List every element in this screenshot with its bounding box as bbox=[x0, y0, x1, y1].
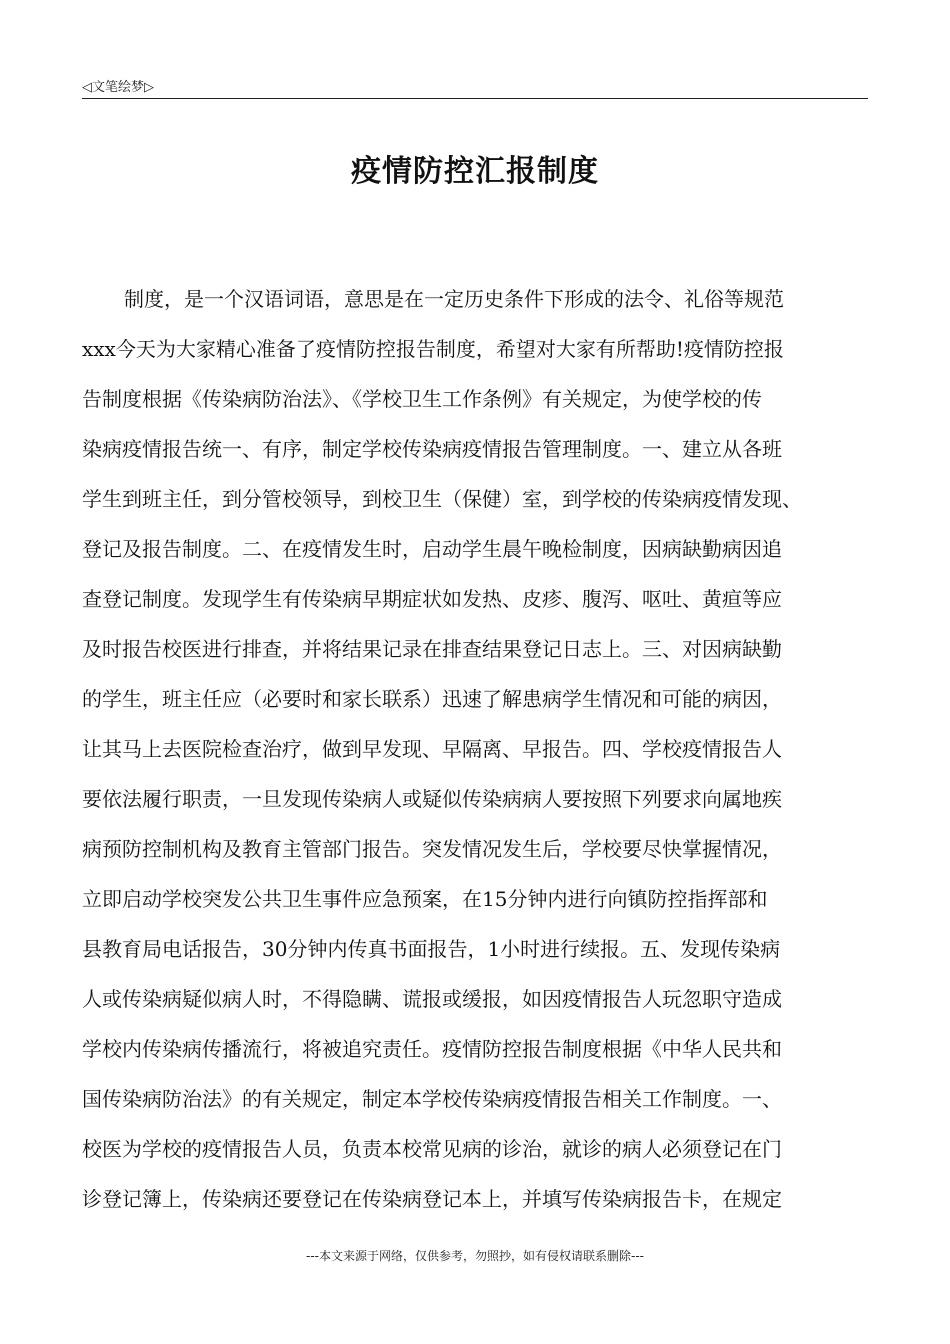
body-line: 学生到班主任，到分管校领导，到校卫生（保健）室，到学校的传染病疫情发现、 bbox=[82, 487, 802, 511]
body-line: 病预防控制机构及教育主管部门报告。突发情况发生后，学校要尽快掌握情况， bbox=[82, 837, 782, 861]
body-line: 学校内传染病传播流行，将被追究责任。疫情防控报告制度根据《中华人民共和 bbox=[82, 1037, 782, 1061]
body-line: 告制度根据《传染病防治法》、《学校卫生工作条例》有关规定，为使学校的传 bbox=[82, 387, 762, 411]
body-line: 县教育局电话报告，30分钟内传真书面报告，1小时进行续报。五、发现传染病 bbox=[82, 937, 781, 961]
body-line: 染病疫情报告统一、有序，制定学校传染病疫情报告管理制度。一、建立从各班 bbox=[82, 437, 782, 461]
body-line: 查登记制度。发现学生有传染病早期症状如发热、皮疹、腹泻、呕吐、黄疸等应 bbox=[82, 587, 782, 611]
body-line: 立即启动学校突发公共卫生事件应急预案，在15分钟内进行向镇防控指挥部和 bbox=[82, 887, 768, 911]
body-line: 让其马上去医院检查治疗，做到早发现、早隔离、早报告。四、学校疫情报告人 bbox=[82, 737, 782, 761]
body-line: 及时报告校医进行排查，并将结果记录在排查结果登记日志上。三、对因病缺勤 bbox=[82, 637, 782, 661]
body-line: 校医为学校的疫情报告人员，负责本校常见病的诊治，就诊的病人必须登记在门 bbox=[82, 1137, 782, 1161]
body-line: xxx今天为大家精心准备了疫情防控报告制度，希望对大家有所帮助!疫情防控报 bbox=[82, 337, 784, 361]
body-line: 国传染病防治法》的有关规定，制定本学校传染病疫情报告相关工作制度。一、 bbox=[82, 1087, 782, 1111]
page-footer-disclaimer: ---本文来源于网络，仅供参考，勿照抄，如有侵权请联系删除--- bbox=[306, 1249, 644, 1263]
document-title: 疫情防控汇报制度 bbox=[351, 154, 599, 189]
body-line: 诊登记簿上，传染病还要登记在传染病登记本上，并填写传染病报告卡，在规定 bbox=[82, 1187, 782, 1211]
body-line: 人或传染病疑似病人时，不得隐瞒、谎报或缓报，如因疫情报告人玩忽职守造成 bbox=[82, 987, 782, 1011]
body-line: 登记及报告制度。二、在疫情发生时，启动学生晨午晚检制度，因病缺勤病因追 bbox=[82, 537, 782, 561]
body-line: 要依法履行职责，一旦发现传染病人或疑似传染病病人要按照下列要求向属地疾 bbox=[82, 787, 782, 811]
page-header bbox=[82, 74, 868, 99]
body-line: 制度，是一个汉语词语，意思是在一定历史条件下形成的法令、礼俗等规范 bbox=[124, 287, 784, 311]
header-text: ◁文笔绘梦▷ bbox=[82, 80, 154, 95]
document-body bbox=[82, 280, 882, 1230]
body-line: 的学生，班主任应（必要时和家长联系）迅速了解患病学生情况和可能的病因， bbox=[82, 687, 782, 711]
